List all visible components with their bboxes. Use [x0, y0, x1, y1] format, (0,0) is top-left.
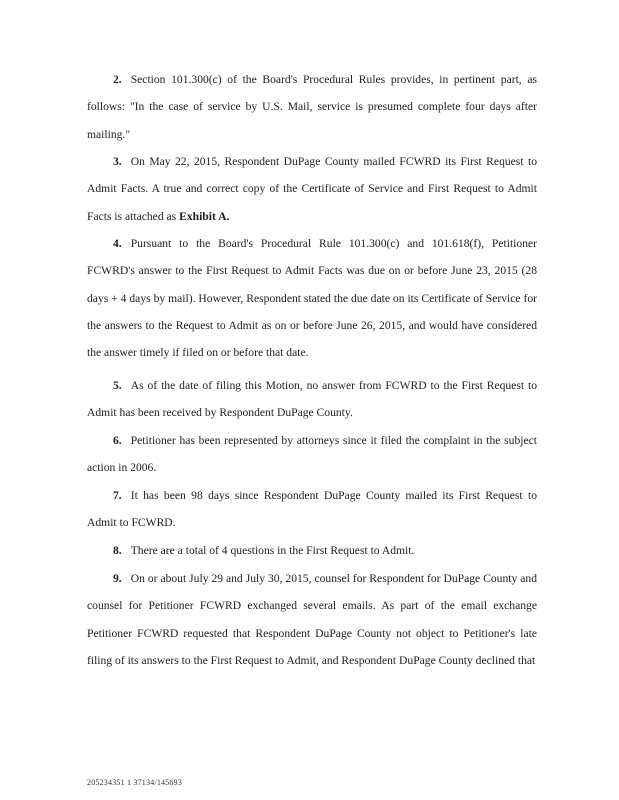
paragraph-number: 5. [113, 379, 122, 392]
paragraph-text: Petitioner has been represented by attorneys since it filed the complaint in the subject action in 2006. [87, 434, 537, 475]
paragraph-text: As of the date of filing this Motion, no answer from FCWRD to the First Request to Admit has been received by Respondent DuPage County. [87, 379, 537, 420]
paragraph-text: On May 22, 2015, Respondent DuPage County mailed FCWRD its First Request to Admit Facts. A true and correct copy of the Certificate of Service and First Request to Admit Facts is attached as [87, 155, 537, 223]
paragraph-2 [87, 66, 537, 148]
paragraph-8 [87, 537, 537, 564]
paragraph-text: On or about July 29 and July 30, 2015, counsel for Respondent for DuPage County and counsel for Petitioner FCWRD exchanged several emails. As part of the email exchange Petitioner FCWRD requested that Respondent DuPage County not object to Petitioner's late filing of its answers to the First Request to Admit, and Respondent DuPage County declined that [87, 572, 537, 667]
paragraph-number: 9. [113, 572, 122, 585]
paragraph-9 [87, 565, 537, 674]
paragraph-5 [87, 372, 537, 427]
paragraph-number: 3. [113, 155, 122, 168]
paragraph-number: 6. [113, 434, 122, 447]
paragraph-3 [87, 148, 537, 230]
paragraph-number: 8. [113, 544, 122, 557]
exhibit-reference: Exhibit A. [179, 209, 230, 223]
paragraph-4 [87, 230, 537, 366]
paragraph-text: Section 101.300(c) of the Board's Procedural Rules provides, in pertinent part, as follows: "In the case of service by U.S. Mail, service is presumed complete four days after mailing." [87, 73, 537, 141]
paragraph-number: 7. [113, 489, 122, 502]
paragraph-text: It has been 98 days since Respondent DuPage County mailed its First Request to Admit to FCWRD. [87, 489, 537, 530]
paragraph-text: Pursuant to the Board's Procedural Rule 101.300(c) and 101.618(f), Petitioner FCWRD's answer to the First Request to Admit Facts was due on or before June 23, 2015 (28 days + 4 days by mail). However, Respondent stated the due date on its Certificate of Service for the answers to the Request to Admit as on or before June 26, 2015, and would have considered the answer timely if filed on or before that date. [87, 237, 537, 360]
document-footer-id: 205234351 1 37134/145693 [87, 778, 183, 787]
paragraph-7 [87, 482, 537, 537]
paragraph-text: There are a total of 4 questions in the First Request to Admit. [130, 544, 415, 557]
paragraph-number: 4. [113, 237, 122, 250]
paragraph-6 [87, 427, 537, 482]
paragraph-number: 2. [113, 73, 122, 86]
